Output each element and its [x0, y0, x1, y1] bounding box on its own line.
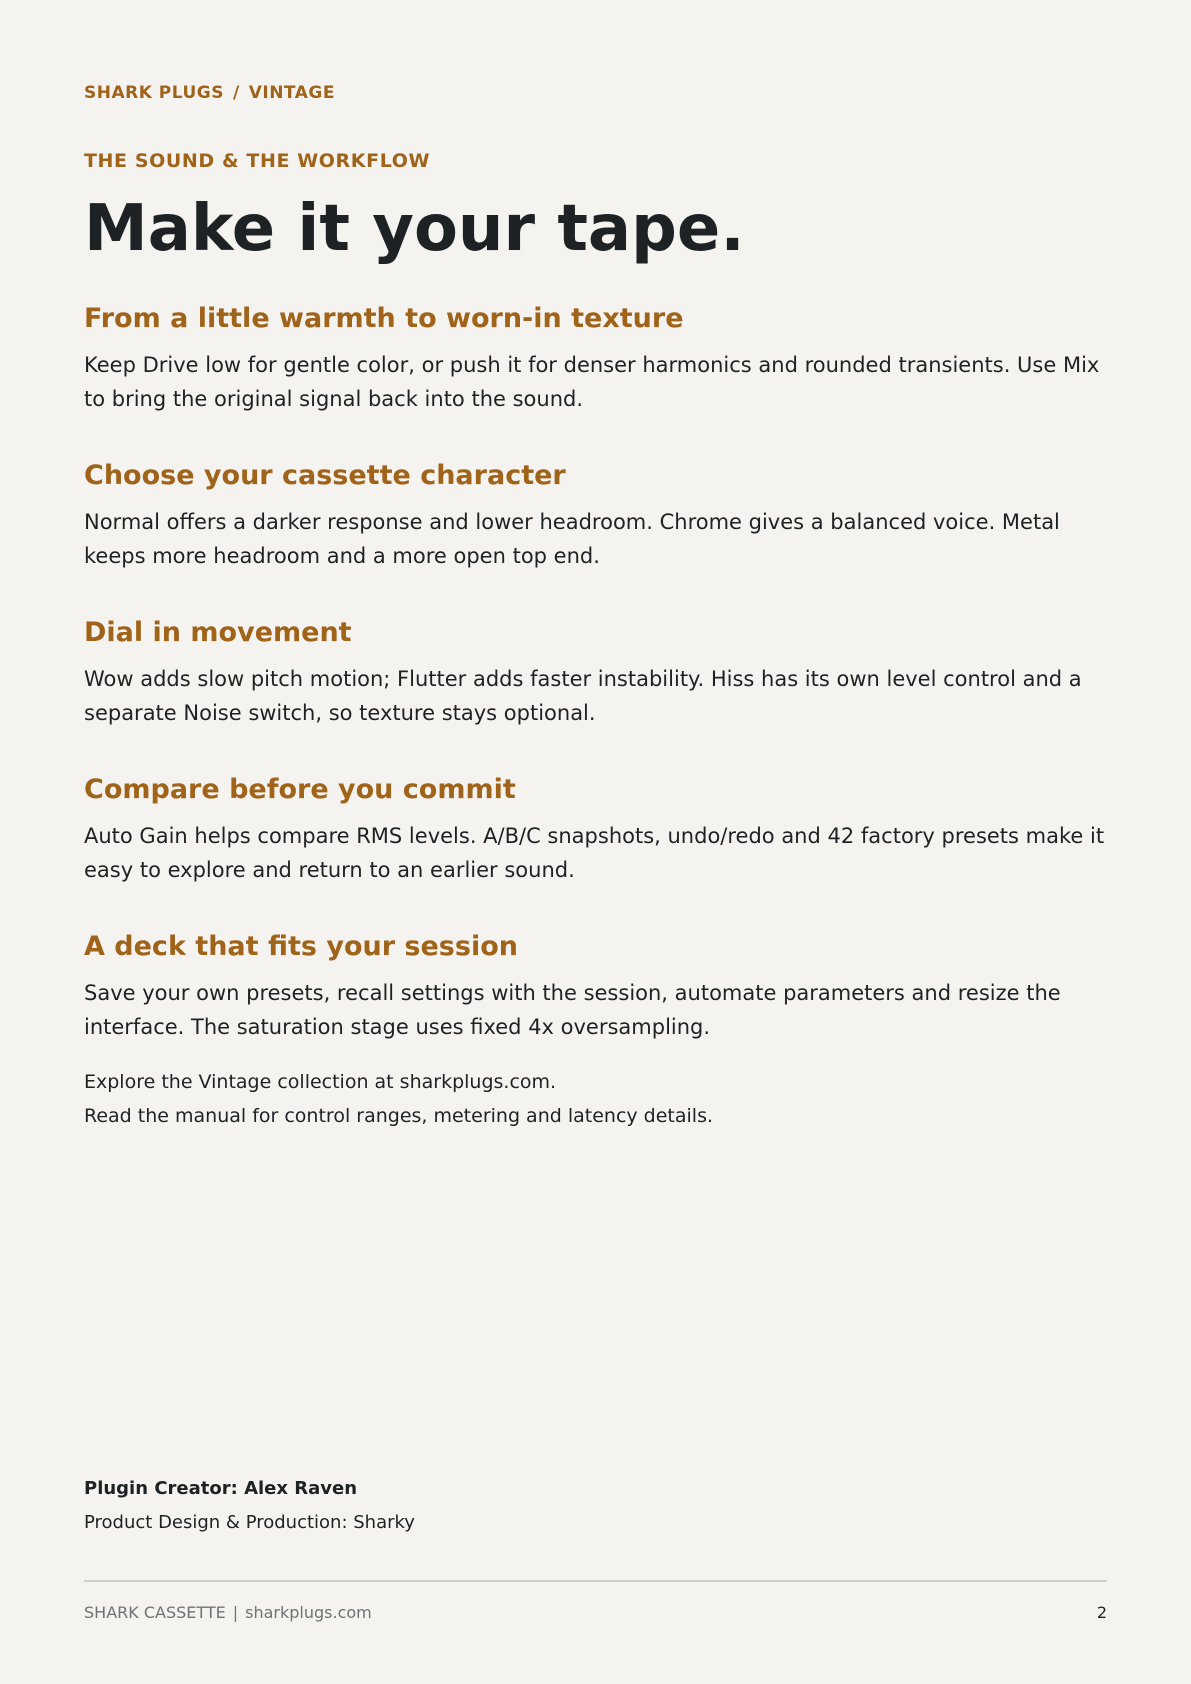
feature-body: Auto Gain helps compare RMS levels. A/B/C snapshots, undo/redo and 42 factory presets make it easy to explore and return to an earlier sound. [84, 824, 1105, 882]
feature-body: Save your own presets, recall settings with the session, automate parameters and resize the interface. The saturation stage uses fixed 4x oversampling. [84, 981, 1061, 1039]
footer-divider [84, 1580, 1107, 1582]
feature-heading: Compare before you commit [84, 774, 516, 805]
feature-heading: Dial in movement [84, 617, 352, 648]
footer-separator: | [232, 1603, 239, 1622]
document-page [84, 0, 1107, 1684]
breadcrumb-collection: VINTAGE [248, 83, 335, 103]
feature-body: Normal offers a darker response and lower headroom. Chrome gives a balanced voice. Metal keeps more headroom and a more open top end. [84, 510, 1060, 568]
breadcrumb-brand: SHARK PLUGS [84, 83, 224, 103]
footer-site: sharkplugs.com [245, 1603, 372, 1622]
credits [84, 1472, 415, 1540]
feature-heading: From a little warmth to worn-in texture [84, 303, 684, 334]
feature-heading: A deck that fits your session [84, 931, 518, 962]
closing-notes [84, 1065, 713, 1133]
footer-product: SHARK CASSETTE [84, 1603, 226, 1622]
credit-production: Product Design & Production: Sharky [84, 1512, 415, 1533]
feature-body: Wow adds slow pitch motion; Flutter adds faster instability. Hiss has its own level control and a separate Noise switch, so texture stays optional. [84, 667, 1082, 725]
page-title: Make it your tape. [84, 192, 745, 266]
feature-section [84, 613, 1107, 730]
feature-body: Keep Drive low for gentle color, or push it for denser harmonics and rounded transients. Use Mix to bring the original signal back into the sound. [84, 353, 1100, 411]
feature-section [84, 927, 1107, 1044]
footer-info [84, 1603, 372, 1622]
feature-sections [84, 299, 1107, 1084]
feature-heading: Choose your cassette character [84, 460, 566, 491]
breadcrumb-separator: / [233, 83, 240, 103]
closing-line-manual: Read the manual for control ranges, metering and latency details. [84, 1105, 714, 1127]
feature-section [84, 456, 1107, 573]
section-eyebrow: THE SOUND & THE WORKFLOW [84, 150, 431, 172]
page-number: 2 [1096, 1603, 1107, 1622]
closing-line-collection: Explore the Vintage collection at sharkplugs.com. [84, 1071, 557, 1093]
breadcrumb [84, 83, 335, 103]
credit-plugin-creator: Plugin Creator: Alex Raven [84, 1478, 358, 1499]
feature-section [84, 770, 1107, 887]
feature-section [84, 299, 1107, 416]
